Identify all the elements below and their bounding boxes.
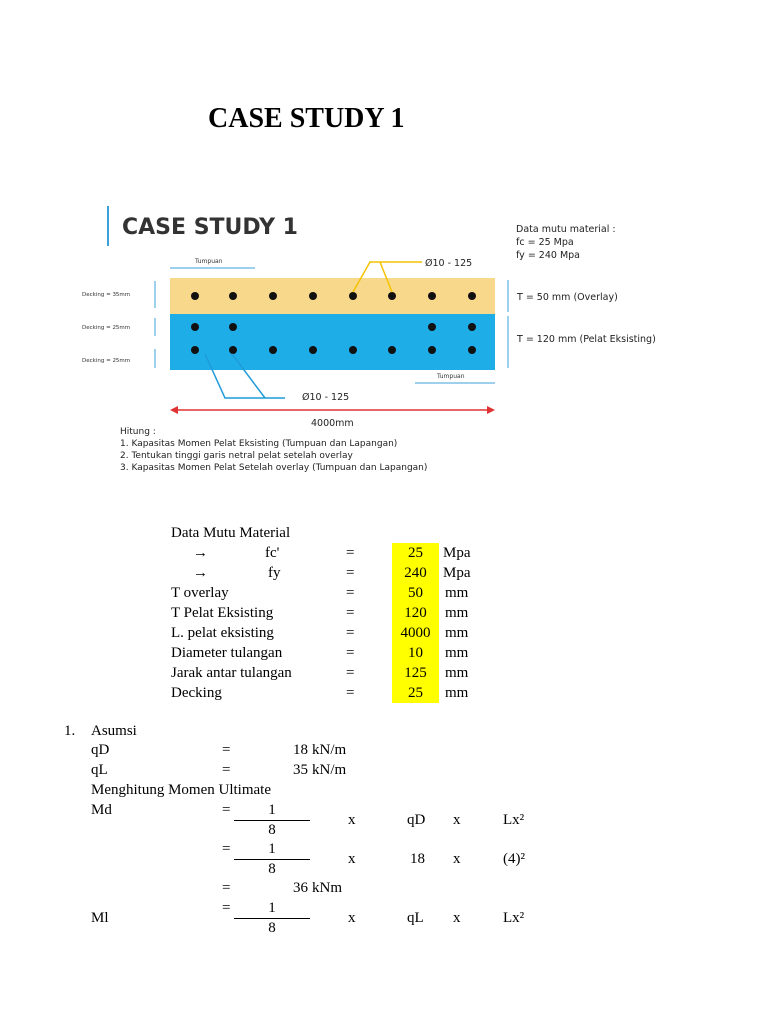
- fraction-numerator: 1: [268, 802, 276, 818]
- moment-heading: Menghitung Momen Ultimate: [91, 782, 271, 798]
- thickness-slab-label: T = 120 mm (Pelat Eksisting): [517, 334, 656, 345]
- hitung-step-1: 1. Kapasitas Momen Pelat Eksisting (Tumpuan dan Lapangan): [120, 439, 398, 449]
- tumpuan-label-top: Tumpuan: [195, 258, 223, 265]
- row-unit: mm: [445, 665, 469, 681]
- row-unit: mm: [445, 605, 469, 621]
- times-symbol: x: [453, 812, 461, 828]
- section-number: 1.: [64, 723, 76, 739]
- material-heading-fig: Data mutu material :: [516, 224, 616, 235]
- row-eq: =: [346, 685, 355, 701]
- row-label: L. pelat eksisting: [171, 625, 274, 641]
- length-squared: (4)²: [503, 851, 525, 867]
- qd-eq: =: [222, 742, 231, 758]
- row-value: 125: [404, 665, 427, 681]
- md-eq: =: [222, 802, 231, 818]
- slab-layer: [170, 314, 495, 370]
- row-label: T overlay: [171, 585, 229, 601]
- fraction-numerator: 1: [268, 841, 276, 857]
- row-value: 50: [408, 585, 423, 601]
- times-symbol: x: [348, 812, 356, 828]
- case-study-figure: [80, 196, 680, 486]
- md-eq: =: [222, 880, 231, 896]
- row-unit: mm: [445, 685, 469, 701]
- row-value: 25: [408, 685, 423, 701]
- md-result: 36: [293, 880, 308, 896]
- times-symbol: x: [348, 851, 356, 867]
- qd-unit: kN/m: [312, 742, 347, 758]
- ql-unit: kN/m: [312, 762, 347, 778]
- row-label: Jarak antar tulangan: [171, 665, 292, 681]
- qd-number: 18: [410, 851, 425, 867]
- ql-value: 35: [293, 762, 308, 778]
- row-eq: =: [346, 585, 355, 601]
- row-eq: =: [346, 665, 355, 681]
- md-result-unit: kNm: [312, 880, 342, 896]
- row-eq: =: [346, 565, 355, 581]
- decking-label-3: Decking = 25mm: [82, 358, 131, 364]
- figure-title: CASE STUDY 1: [122, 215, 298, 240]
- ml-eq: =: [222, 900, 231, 916]
- row-label: T Pelat Eksisting: [171, 605, 274, 621]
- qd-value: 18: [293, 742, 308, 758]
- thickness-overlay-label: T = 50 mm (Overlay): [517, 292, 618, 303]
- row-eq: =: [346, 625, 355, 641]
- md-label: Md: [91, 802, 112, 818]
- length-label: 4000mm: [311, 418, 354, 429]
- qd-label: qD: [91, 742, 110, 758]
- row-value: 240: [404, 565, 427, 581]
- row-unit: mm: [445, 625, 469, 641]
- fraction-denominator: 8: [268, 822, 276, 838]
- decking-label-1: Decking = 35mm: [82, 292, 131, 298]
- row-unit: mm: [445, 645, 469, 661]
- fraction-denominator: 8: [268, 861, 276, 877]
- lx-symbol: Lx²: [503, 910, 525, 926]
- page-title: CASE STUDY 1: [208, 103, 405, 134]
- lx-symbol: Lx²: [503, 812, 525, 828]
- row-value: 25: [408, 545, 423, 561]
- material-fy-fig: fy = 240 Mpa: [516, 250, 580, 261]
- material-fc-fig: fc = 25 Mpa: [516, 237, 574, 248]
- row-label: Diameter tulangan: [171, 645, 283, 661]
- tumpuan-label-bottom: Tumpuan: [437, 373, 465, 380]
- md-eq: =: [222, 841, 231, 857]
- ml-label: Ml: [91, 910, 109, 926]
- row-value: 4000: [400, 625, 431, 641]
- rebar-label-top: Ø10 - 125: [425, 258, 473, 269]
- row-label-fc: fc': [265, 545, 280, 561]
- fraction-denominator: 8: [268, 920, 276, 936]
- overlay-layer: [170, 278, 495, 314]
- row-eq: =: [346, 645, 355, 661]
- material-heading: Data Mutu Material: [171, 525, 291, 541]
- ql-label: qL: [91, 762, 108, 778]
- row-value: 10: [408, 645, 423, 661]
- row-unit: mm: [445, 585, 469, 601]
- qd-symbol: qD: [407, 812, 426, 828]
- hitung-label: Hitung :: [120, 427, 156, 437]
- ql-symbol: qL: [407, 910, 424, 926]
- row-unit: Mpa: [443, 565, 471, 581]
- row-eq: =: [346, 545, 355, 561]
- ql-eq: =: [222, 762, 231, 778]
- fraction-numerator: 1: [268, 900, 276, 916]
- hitung-step-3: 3. Kapasitas Momen Pelat Setelah overlay (Tumpuan dan Lapangan): [120, 463, 428, 473]
- row-label: Decking: [171, 685, 222, 701]
- times-symbol: x: [453, 910, 461, 926]
- decking-label-2: Decking = 25mm: [82, 325, 131, 331]
- arrow-icon: →: [193, 545, 208, 561]
- row-value: 120: [404, 605, 427, 621]
- times-symbol: x: [453, 851, 461, 867]
- row-eq: =: [346, 605, 355, 621]
- row-label-fy: fy: [268, 565, 281, 581]
- hitung-step-2: 2. Tentukan tinggi garis netral pelat setelah overlay: [120, 451, 353, 461]
- row-unit: Mpa: [443, 545, 471, 561]
- times-symbol: x: [348, 910, 356, 926]
- asumsi-heading: Asumsi: [91, 723, 137, 739]
- rebar-label-bottom: Ø10 - 125: [302, 392, 350, 403]
- arrow-icon: →: [193, 565, 208, 581]
